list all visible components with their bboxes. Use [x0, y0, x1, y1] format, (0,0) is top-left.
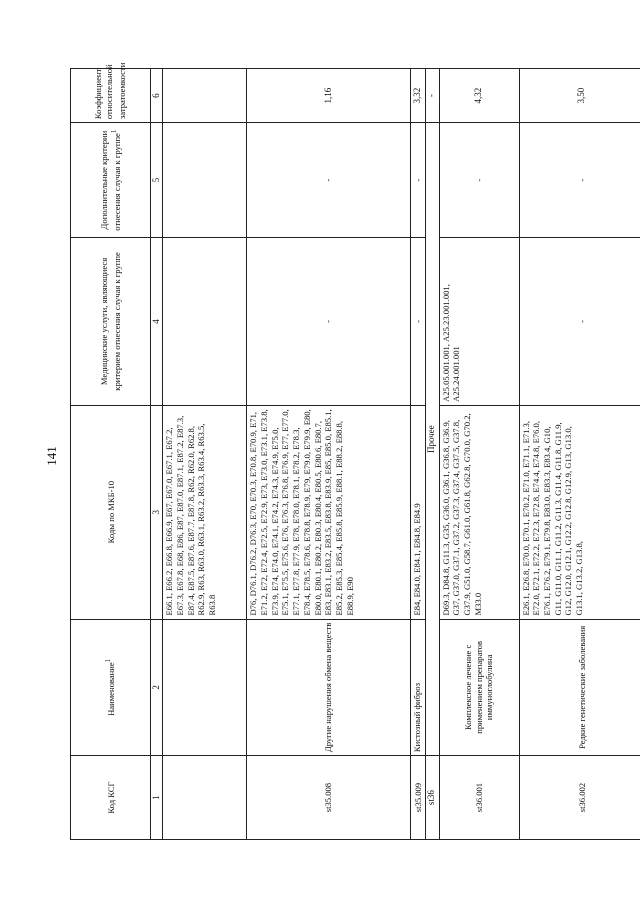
ksg-name: Комплексное лечение с применением препаратов иммуноглобулина: [439, 619, 519, 756]
header-code: Код КСГ: [71, 756, 151, 840]
column-number-row: [151, 69, 163, 840]
section-title: Прочее: [425, 123, 439, 756]
mkb-codes: D69.3, D84.8, G11.3, G35, G36.0, G36.1, G36.8, G36.9, G37, G37.0, G37.1, G37.2, G37.3, G37.4, G37.5, G37.8, G37.9, G51.0, G58.7, G61.0, G61.8, G62.8, G70.0, G70.2, M33.0: [439, 405, 519, 619]
coefficient: [163, 69, 247, 123]
extra-criteria: -: [411, 123, 425, 238]
ksg-name: Редкие генетические заболевания: [519, 619, 640, 756]
extra-criteria: -: [247, 123, 411, 238]
ksg-code: [163, 756, 247, 840]
table-row: [439, 69, 519, 840]
extra-criteria: -: [519, 123, 640, 238]
column-number: 2: [151, 619, 163, 756]
medical-services: -: [411, 238, 425, 406]
extra-criteria: [163, 123, 247, 238]
mkb-codes: Е66.1, Е66.2, Е66.8, Е66.9, Е67, Е67.0, Е67.1, Е67.2, Е67.3, Е67.8, Е68, Е86, Е87, Е87.0, Е87.1, Е87.2, Е87.3, Е87.4, Е87.5, Е87.6, Е87.7, Е87.8, R62, R62.0, R62.8, R62.9, R63, R63.0, R63.1, R63.2, R63.3, R63.4, R63.5, R63.8: [163, 405, 247, 619]
column-number: 3: [151, 405, 163, 619]
coefficient: 4,32: [439, 69, 519, 123]
ksg-code: st36.001: [439, 756, 519, 840]
coefficient: 3,32: [411, 69, 425, 123]
section-code: st36: [425, 756, 439, 840]
header-services: Медицинские услуги, являющиеся критерием отнесения случая к группе: [71, 238, 151, 406]
mkb-codes: Е84, Е84.0, Е84.1, Е84.8, Е84.9: [411, 405, 425, 619]
medical-services: [163, 238, 247, 406]
coefficient: 3,50: [519, 69, 640, 123]
ksg-code: st35.009: [411, 756, 425, 840]
medical-services: -: [247, 238, 411, 406]
ksg-table: [70, 62, 640, 840]
medical-services: -: [519, 238, 640, 406]
header-name: Наименование$^1$: [71, 619, 151, 756]
mkb-codes: Е26.1, Е26.8, Е70.0, Е70.1, Е70.2, Е71.0, Е71.1, Е71.3, Е72.0, Е72.1, Е72.2, Е72.3, Е72.8, Е74.4, Е74.8, Е76.0, Е76.1, Е76.2, Е79.1, Е79.8, Е83.0, Е83.3, Е83.4, G10, G11, G11.0, G11.1, G11.2, G11.3, G11.4, G11.8, G11.9, G12, G12.0, G12.1, G12.2, G12.8, G12.9, G13, G13.0, G13.1, G13.2, G13.8,: [519, 405, 640, 619]
rotated-table-container: [70, 62, 615, 840]
page-number: 141: [44, 446, 59, 466]
header-mkb: Коды по МКБ-10: [71, 405, 151, 619]
header-row: [71, 69, 151, 840]
ksg-code: st35.008: [247, 756, 411, 840]
table-row: [247, 69, 411, 840]
column-number: 5: [151, 123, 163, 238]
header-extra: Дополнительные критерии отнесения случая к группе$^1$: [71, 123, 151, 238]
extra-criteria: -: [439, 123, 519, 238]
table-row: [163, 69, 247, 840]
section-coef: -: [425, 69, 439, 123]
section-row: [425, 69, 439, 840]
column-number: 1: [151, 756, 163, 840]
table-row: [411, 69, 425, 840]
ksg-name: Кистозный фиброз: [411, 619, 425, 756]
ksg-name: Другие нарушения обмена веществ: [247, 619, 411, 756]
ksg-name: [163, 619, 247, 756]
medical-services: А25.05.001.001, А25.23.001.001, А25.24.001.001: [439, 238, 519, 406]
column-number: 4: [151, 238, 163, 406]
table-row: [519, 69, 640, 840]
column-number: 6: [151, 69, 163, 123]
coefficient: 1,16: [247, 69, 411, 123]
ksg-code: st36.002: [519, 756, 640, 840]
header-coef: Коэффициент относительной затратоемкости: [71, 69, 151, 123]
mkb-codes: D76, D76.1, D76.2, D76.3, Е70, Е70.3, Е70.8, Е70.9, Е71, Е71.2, Е72, Е72.4, Е72.5, Е72.9, Е73, Е73.0, Е73.1, Е73.8, Е73.9, Е74, Е74.0, Е74.1, Е74.2, Е74.3, Е74.9, Е75.0, Е75.1, Е75.5, Е75.6, Е76, Е76.3, Е76.8, Е76.9, Е77, Е77.0, Е77.1, Е77.8, Е77.9, Е78, Е78.0, Е78.1, Е78.2, Е78.3, Е78.4, Е78.5, Е78.6, Е78.8, Е78.9, Е79, Е79.0, Е79.9, Е80, Е80.0, Е80.1, Е80.2, Е80.3, Е80.4, Е80.5, Е80.6, Е80.7, Е83, Е83.1, Е83.2, Е83.5, Е83.8, Е83.9, Е85, Е85.0, Е85.1, Е85.2, Е85.3, Е85.4, Е85.8, Е85.9, Е88.1, Е88.2, Е88.8, Е88.9, Е90: [247, 405, 411, 619]
